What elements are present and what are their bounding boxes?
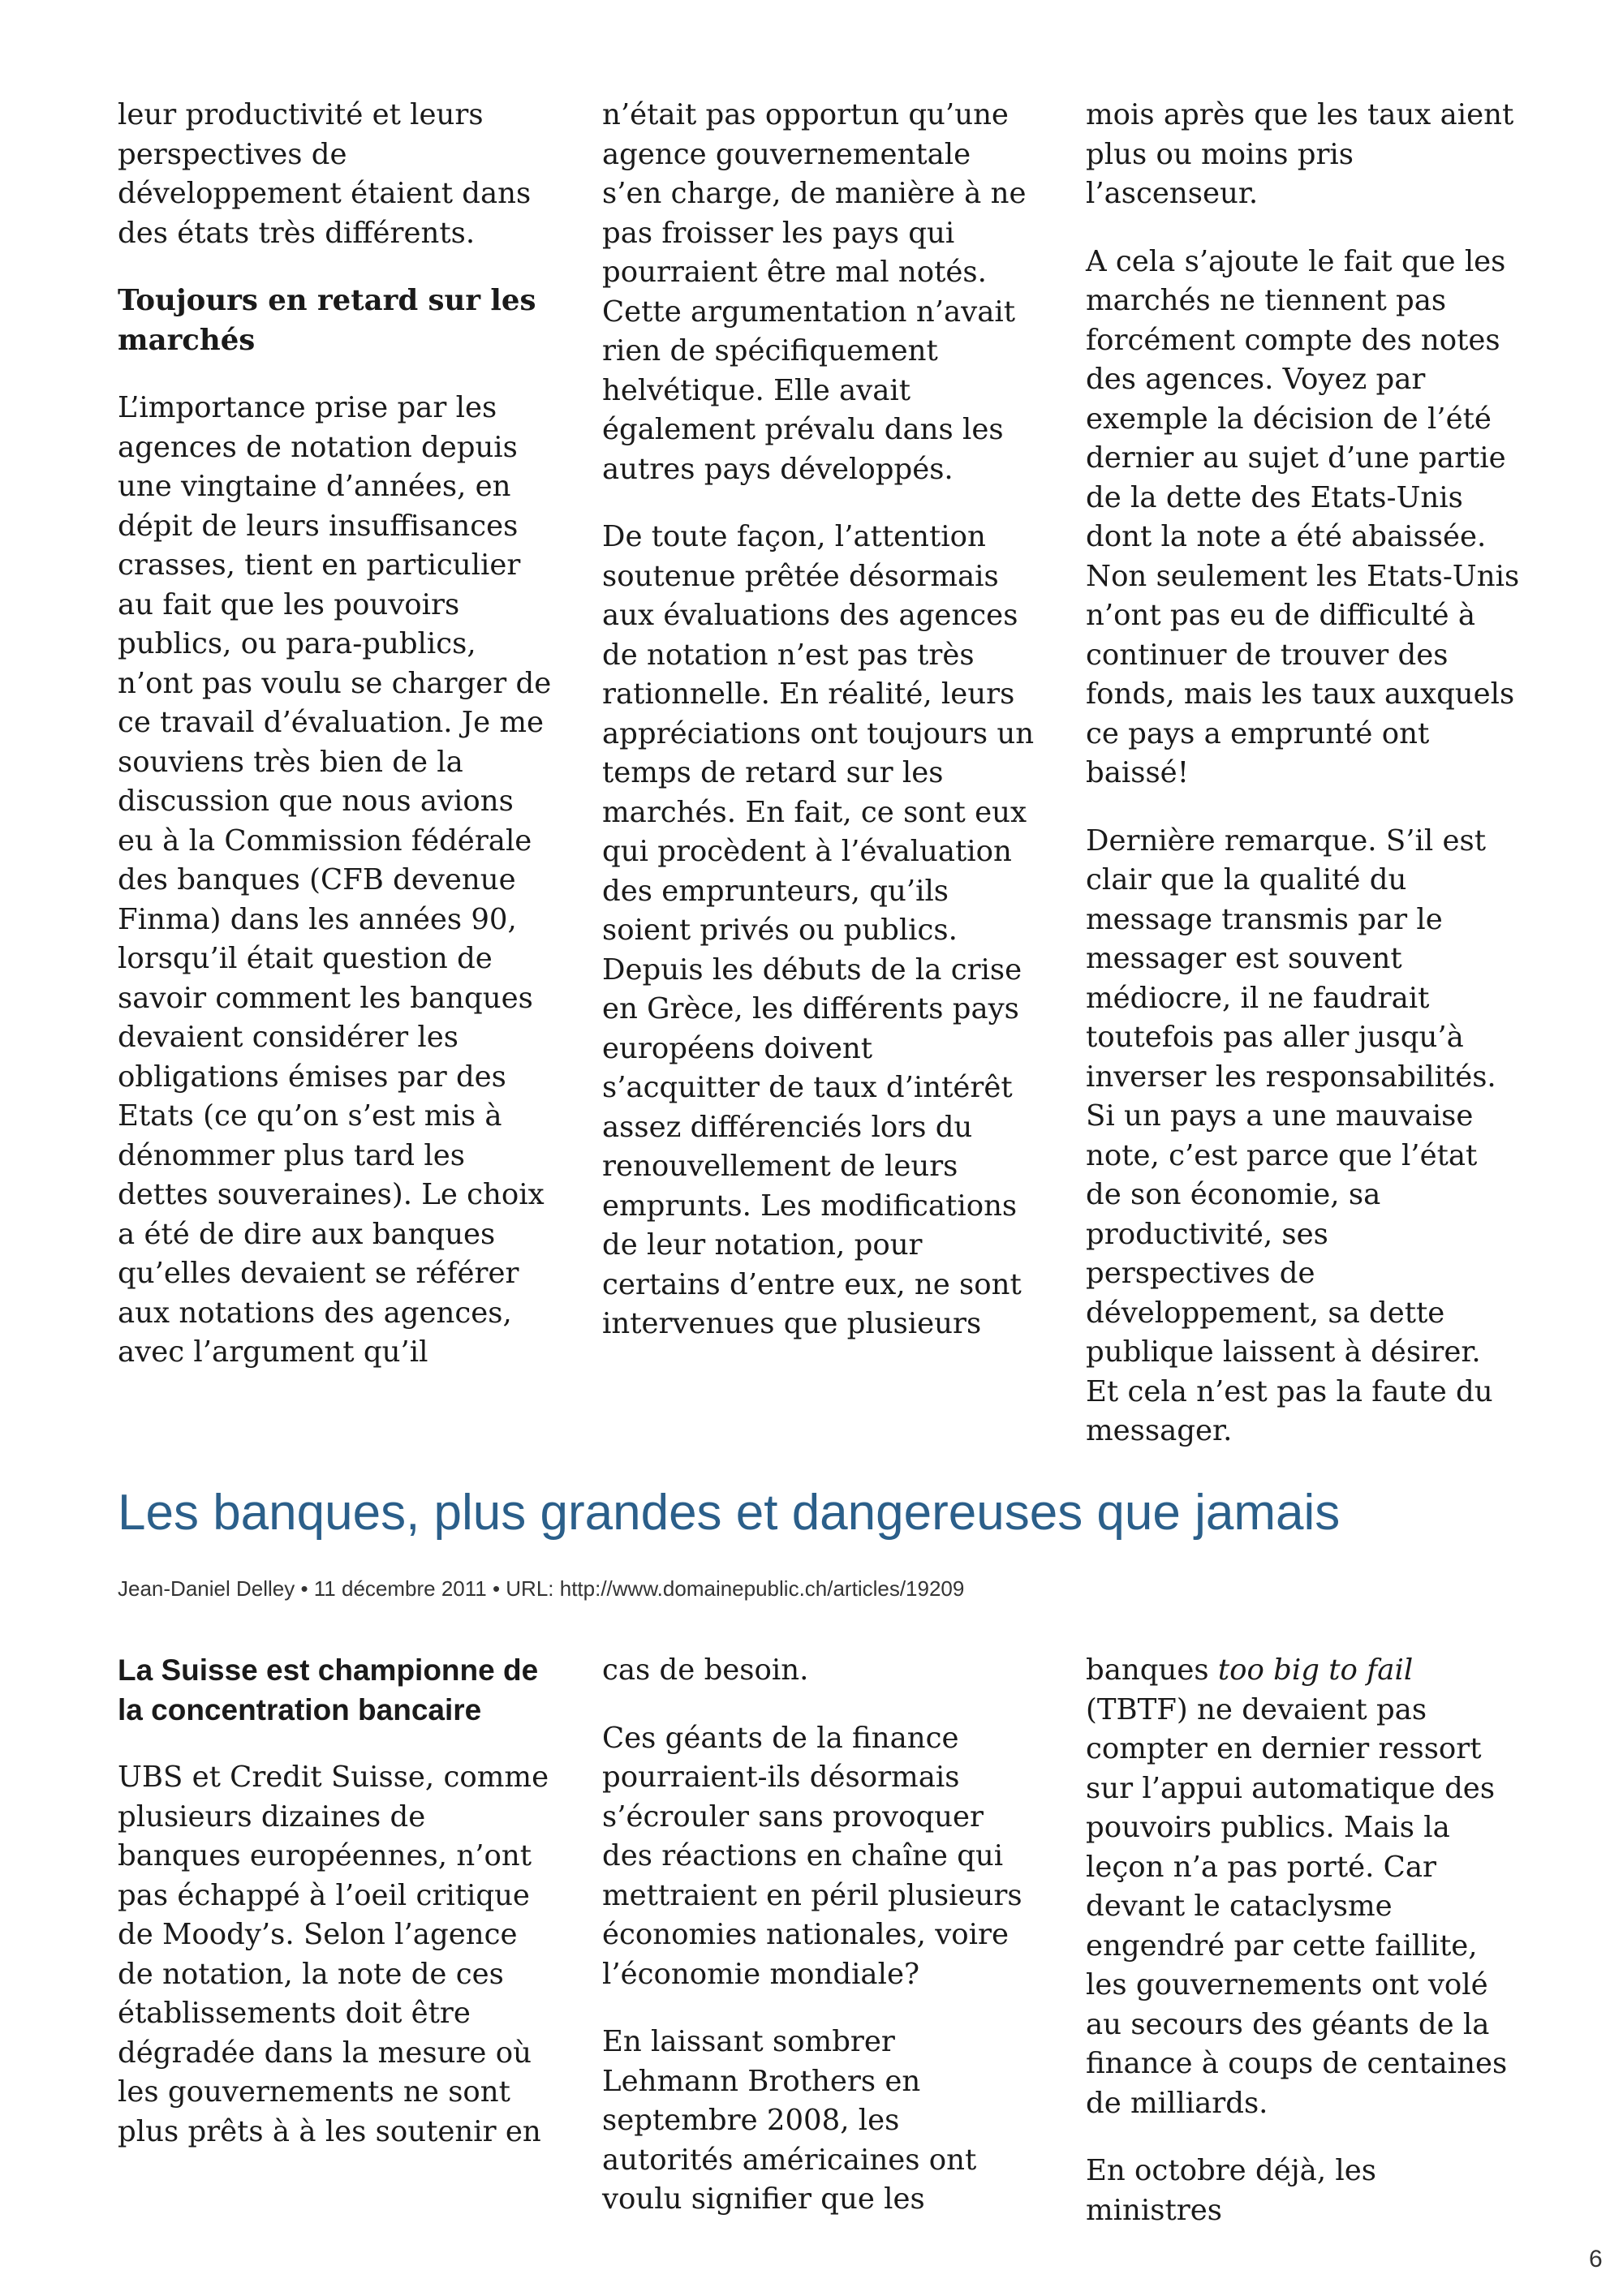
section-heading: Toujours en retard sur les marchés bbox=[118, 284, 536, 357]
article-column-2 bbox=[602, 1651, 1036, 2248]
text-run: banques bbox=[1086, 1653, 1218, 1687]
article-column-3 bbox=[1086, 1651, 1520, 2259]
article-byline: Jean-Daniel Delley • 11 décembre 2011 • URL: http://www.domainepublic.ch/articles/19209 bbox=[118, 1576, 965, 1601]
paragraph: leur productivité et leurs perspectives de développement étaient dans des états très différents. bbox=[118, 98, 532, 250]
paragraph: A cela s’ajoute le fait que les marchés ne tiennent pas forcément compte des notes des agences. Voyez par exemple la décision de l’été dernier au sujet d’une partie de la dette des Etats-Unis dont la note a été abaissée. Non seulement les Etats-Unis n’ont pas eu de difficulté à continuer de trouver des fonds, mais les taux auxquels ce pays a emprunté ont baissé! bbox=[1086, 244, 1520, 789]
top-column-3 bbox=[1086, 96, 1520, 1480]
paragraph: n’était pas opportun qu’une agence gouvernementale s’en charge, de manière à ne pas froisser les pays qui pourraient être mal notés. Cette argumentation n’avait rien de spécifiquement helvétique. Elle avait également prévalu dans les autres pays développés. bbox=[602, 98, 1027, 486]
paragraph bbox=[1086, 1651, 1520, 2123]
article-column-1 bbox=[118, 1651, 552, 2180]
article-title: Les banques, plus grandes et dangereuses que jamais bbox=[118, 1485, 1341, 1541]
paragraph: Dernière remarque. S’il est clair que la qualité du message transmis par le messager est souvent médiocre, il ne faudrait toutefois pas aller jusqu’à inverser les responsabilités. Si un pays a une mauvaise note, c’est parce que l’état de son économie, sa productivité, ses perspectives de développement, sa dette publique laissent à désirer. Et cela n’est pas la faute du messager. bbox=[1086, 823, 1496, 1447]
paragraph: mois après que les taux aient plus ou moins pris l’ascenseur. bbox=[1086, 98, 1514, 210]
page-number: 6 bbox=[1589, 2246, 1603, 2272]
paragraph: Ces géants de la finance pourraient-ils désormais s’écrouler sans provoquer des réactions en chaîne qui mettraient en péril plusieurs économies nationales, voire l’économie mondiale? bbox=[602, 1721, 1022, 1991]
paragraph: En octobre déjà, les ministres bbox=[1086, 2154, 1376, 2227]
paragraph: L’importance prise par les agences de notation depuis une vingtaine d’années, en dépit de leurs insuffisances crasses, tient en particulier au fait que les pouvoirs publics, ou para-publics, n’ont pas voulu se charger de ce travail d’évaluation. Je me souviens très bien de la discussion que nous avions eu à la Commission fédérale des banques (CFB devenue Finma) dans les années 90, lorsqu’il était question de savoir comment les banques devaient considérer les obligations émises par des Etats (ce qu’on s’est mis à dénommer plus tard les dettes souveraines). Le choix a été de dire aux banques qu’elles devaient se référer aux notations des agences, avec l’argument qu’il bbox=[118, 391, 552, 1369]
section-heading: La Suisse est championne de la concentration bancaire bbox=[118, 1653, 539, 1726]
top-column-2 bbox=[602, 96, 1036, 1373]
italic-phrase: too big to fail bbox=[1217, 1653, 1414, 1687]
paragraph: cas de besoin. bbox=[602, 1653, 809, 1687]
paragraph: UBS et Credit Suisse, comme plusieurs dizaines de banques européennes, n’ont pas échappé à l’oeil critique de Moody’s. Selon l’agence de notation, la note de ces établissements doit être dégradée dans la mesure où les gouvernements ne sont plus prêts à à les soutenir en bbox=[118, 1761, 549, 2148]
text-run: (TBTF) ne devaient pas compter en dernier ressort sur l’appui automatique des pouvoirs publics. Mais la leçon n’a pas porté. Car devant le cataclysme engendré par cette faillite, les gouvernements ont volé au secours des géants de la finance à coups de centaines de milliards. bbox=[1086, 1692, 1508, 2120]
paragraph: En laissant sombrer Lehmann Brothers en septembre 2008, les autorités américaines ont voulu signifier que les bbox=[602, 2025, 977, 2216]
top-column-1 bbox=[118, 96, 552, 1401]
paragraph: De toute façon, l’attention soutenue prêtée désormais aux évaluations des agences de notation n’est pas très rationnelle. En réalité, leurs appréciations ont toujours un temps de retard sur les marchés. En fait, ce sont eux qui procèdent à l’évaluation des emprunteurs, qu’ils soient privés ou publics. Depuis les débuts de la crise en Grèce, les différents pays européens doivent s’acquitter de taux d’intérêt assez différenciés lors du renouvellement de leurs emprunts. Les modifications de leur notation, pour certains d’entre eux, ne sont intervenues que plusieurs bbox=[602, 520, 1035, 1340]
